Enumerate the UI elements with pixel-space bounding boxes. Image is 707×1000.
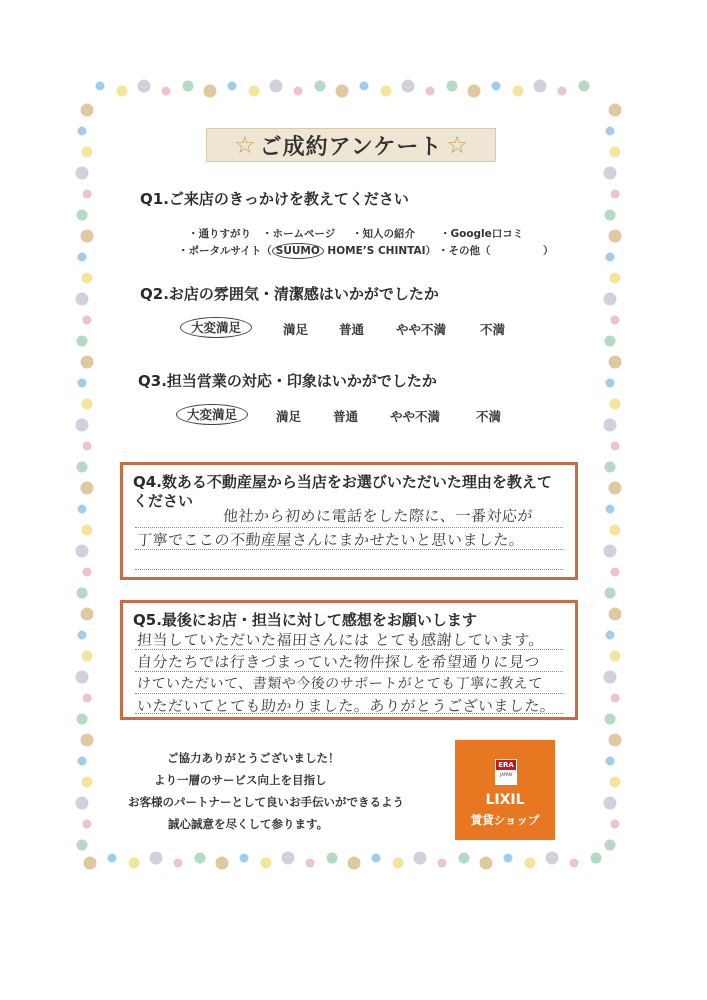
decor-dot xyxy=(270,80,283,93)
decor-dot xyxy=(78,253,87,262)
star-icon: ☆ xyxy=(234,131,256,159)
decor-dot xyxy=(459,853,470,864)
q4-handwritten-line1: 他社から初めに電話をした際に、一番対応が xyxy=(222,507,534,525)
thanks-line2: より一層のサービス向上を目指し xyxy=(154,773,327,787)
decor-dot xyxy=(610,777,621,788)
decor-dot xyxy=(611,442,620,451)
q1-portal-suffix: HOME’S CHINTAI） xyxy=(323,245,437,257)
decor-dot xyxy=(162,87,171,96)
decor-dot xyxy=(605,840,616,851)
decor-dot xyxy=(480,857,493,870)
q3-selected-mark: 大変満足 xyxy=(176,404,248,425)
era-text: ERA xyxy=(496,760,516,770)
decor-dot xyxy=(77,714,88,725)
ruled-line xyxy=(135,693,563,694)
decor-dot xyxy=(77,336,88,347)
era-sub-text: JAPAN xyxy=(500,772,512,777)
decor-dot xyxy=(606,757,615,766)
decor-dot xyxy=(604,545,617,558)
q5-handwritten-line4: いただいてとても助かりました。ありがとうございました。 xyxy=(136,697,557,715)
decor-dot xyxy=(78,631,87,640)
decor-dot xyxy=(76,797,89,810)
decor-dot xyxy=(604,167,617,180)
decor-dot xyxy=(604,419,617,432)
decor-dot xyxy=(447,81,458,92)
q3-rating-satisfied: 満足 xyxy=(276,409,302,424)
decor-dot xyxy=(82,273,93,284)
q3-rating-dissatisfied: 不満 xyxy=(476,409,502,424)
decor-dot xyxy=(129,858,140,869)
q4-handwritten-line2: 丁寧でここの不動産屋さんにまかせたいと思いました。 xyxy=(136,531,526,549)
decor-dot xyxy=(611,694,620,703)
decor-dot xyxy=(81,230,94,243)
decor-dot xyxy=(606,505,615,514)
decor-dot xyxy=(605,714,616,725)
decor-dot xyxy=(609,482,622,495)
decor-dot xyxy=(606,631,615,640)
decor-dot xyxy=(604,293,617,306)
decor-dot xyxy=(81,356,94,369)
thanks-line3: お客様のパートナーとして良いお手伝いができるよう xyxy=(128,795,404,809)
decor-dot xyxy=(76,167,89,180)
decor-dot xyxy=(610,651,621,662)
q1-option-friend: ・知人の紹介 xyxy=(352,228,415,240)
decor-dot xyxy=(82,525,93,536)
decor-dot xyxy=(306,859,315,868)
q2-rating-dissatisfied: 不満 xyxy=(480,322,506,337)
decor-dot xyxy=(606,379,615,388)
star-icon: ☆ xyxy=(446,131,468,159)
decor-dot xyxy=(216,857,229,870)
decor-dot xyxy=(426,87,435,96)
q1-option-homepage: ・ホームページ xyxy=(262,228,336,240)
decor-dot xyxy=(84,857,97,870)
decor-dot xyxy=(108,854,117,863)
decor-dot xyxy=(96,82,105,91)
decor-dot xyxy=(609,734,622,747)
decor-dot xyxy=(414,852,427,865)
decor-dot xyxy=(195,853,206,864)
q5-label: Q5.最後にお店・担当に対して感想をお願いします xyxy=(133,611,477,629)
q2-rating-somewhat-dissatisfied: やや不満 xyxy=(396,322,447,337)
decor-dot xyxy=(77,840,88,851)
decor-dot xyxy=(336,85,349,98)
decor-dot xyxy=(249,86,260,97)
decor-dot xyxy=(315,81,326,92)
decor-dot xyxy=(468,85,481,98)
decor-dot xyxy=(183,81,194,92)
q1-option-walk: ・通りすがり xyxy=(188,228,251,240)
decor-dot xyxy=(83,316,92,325)
decor-dot xyxy=(605,462,616,473)
q3-rating-very-satisfied xyxy=(176,405,248,423)
decor-dot xyxy=(381,86,392,97)
decor-dot xyxy=(606,253,615,262)
decor-dot xyxy=(117,86,128,97)
decor-dot xyxy=(611,568,620,577)
decor-dot xyxy=(327,853,338,864)
decor-dot xyxy=(525,858,536,869)
lixil-shop-logo xyxy=(455,740,555,840)
logo-brand: LIXIL xyxy=(485,792,525,808)
decor-dot xyxy=(81,104,94,117)
decor-dot xyxy=(610,525,621,536)
q5-answer-box xyxy=(120,600,578,720)
decor-dot xyxy=(610,273,621,284)
decor-dot xyxy=(372,854,381,863)
decor-dot xyxy=(492,82,501,91)
decor-dot xyxy=(83,442,92,451)
decor-dot xyxy=(174,859,183,868)
decor-dot xyxy=(150,852,163,865)
decor-dot xyxy=(76,671,89,684)
q1-option-google: ・Google口コミ xyxy=(440,228,524,240)
decor-dot xyxy=(77,210,88,221)
decor-dot xyxy=(579,81,590,92)
q2-label: Q2.お店の雰囲気・清潔感はいかがでしたか xyxy=(140,285,439,303)
q1-portal-prefix: ・ポータルサイト（ xyxy=(178,245,272,257)
decor-dot xyxy=(591,853,602,864)
decor-dot xyxy=(81,482,94,495)
decor-dot xyxy=(138,80,151,93)
q5-handwritten-line2: 自分たちでは行きづまっていた物件探しを希望通りに見つ xyxy=(136,653,541,671)
thanks-line4: 誠心誠意を尽くして参ります。 xyxy=(168,817,329,831)
survey-title xyxy=(206,128,496,162)
era-logo-icon xyxy=(495,759,517,785)
q4-answer-box xyxy=(120,462,578,580)
q3-label: Q3.担当営業の対応・印象はいかがでしたか xyxy=(138,372,437,390)
decor-dot xyxy=(605,336,616,347)
decor-dot xyxy=(611,190,620,199)
decor-dot xyxy=(82,651,93,662)
decor-dot xyxy=(609,230,622,243)
decor-dot xyxy=(609,608,622,621)
decor-dot xyxy=(83,820,92,829)
decor-dot xyxy=(240,854,249,863)
page-title: ご成約アンケート xyxy=(259,134,443,160)
q1-portal-suumo-selected: SUUMO xyxy=(272,243,324,259)
decor-dot xyxy=(611,316,620,325)
decor-dot xyxy=(605,588,616,599)
decor-dot xyxy=(83,190,92,199)
decor-dot xyxy=(609,104,622,117)
decor-dot xyxy=(606,127,615,136)
decor-dot xyxy=(438,859,447,868)
q2-selected-mark: 大変満足 xyxy=(180,317,252,338)
decor-dot xyxy=(261,858,272,869)
q1-option-portal xyxy=(178,243,436,258)
decor-dot xyxy=(82,147,93,158)
decor-dot xyxy=(204,85,217,98)
decor-dot xyxy=(294,87,303,96)
decor-dot xyxy=(82,777,93,788)
decor-dot xyxy=(534,80,547,93)
decor-dot xyxy=(78,127,87,136)
decor-dot xyxy=(546,852,559,865)
q2-rating-very-satisfied xyxy=(180,318,252,336)
q3-rating-somewhat-dissatisfied: やや不満 xyxy=(390,409,441,424)
decor-dot xyxy=(610,147,621,158)
decor-dot xyxy=(513,86,524,97)
decor-dot xyxy=(609,356,622,369)
q1-label: Q1.ご来店のきっかけを教えてください xyxy=(140,190,409,208)
decor-dot xyxy=(76,419,89,432)
q5-handwritten-line1: 担当していただいた福田さんには とても感謝しています。 xyxy=(136,631,545,649)
q1-option-other: ・その他（ ） xyxy=(438,245,554,257)
decor-dot xyxy=(78,505,87,514)
decor-dot xyxy=(228,82,237,91)
decor-dot xyxy=(78,757,87,766)
q4-label-line2: ください xyxy=(133,492,194,510)
decor-dot xyxy=(604,797,617,810)
decor-dot xyxy=(348,857,361,870)
decor-dot xyxy=(610,399,621,410)
decor-dot xyxy=(76,293,89,306)
decor-dot xyxy=(282,852,295,865)
decor-dot xyxy=(76,545,89,558)
decor-dot xyxy=(82,399,93,410)
q2-rating-satisfied: 満足 xyxy=(283,322,309,337)
decor-dot xyxy=(611,820,620,829)
decor-dot xyxy=(81,734,94,747)
ruled-line xyxy=(135,569,563,570)
decor-dot xyxy=(83,568,92,577)
decor-dot xyxy=(604,671,617,684)
decor-dot xyxy=(360,82,369,91)
q5-handwritten-line3: けていただいて、書類や今後のサポートがとても丁寧に教えて xyxy=(136,676,544,692)
ruled-line xyxy=(135,527,563,528)
decor-dot xyxy=(558,87,567,96)
decor-dot xyxy=(78,379,87,388)
decor-dot xyxy=(402,80,415,93)
decor-dot xyxy=(605,210,616,221)
q3-rating-neutral: 普通 xyxy=(333,409,359,424)
decor-dot xyxy=(570,859,579,868)
decor-dot xyxy=(393,858,404,869)
thanks-line1: ご協力ありがとうございました！ xyxy=(167,751,340,765)
q2-rating-neutral: 普通 xyxy=(339,322,365,337)
decor-dot xyxy=(77,588,88,599)
decor-dot xyxy=(77,462,88,473)
decor-dot xyxy=(83,694,92,703)
decor-dot xyxy=(81,608,94,621)
q4-label-line1: Q4.数ある不動産屋から当店をお選びいただいた理由を教えて xyxy=(133,473,552,491)
logo-shop-name: 賃貸ショップ xyxy=(470,813,540,827)
decor-dot xyxy=(504,854,513,863)
